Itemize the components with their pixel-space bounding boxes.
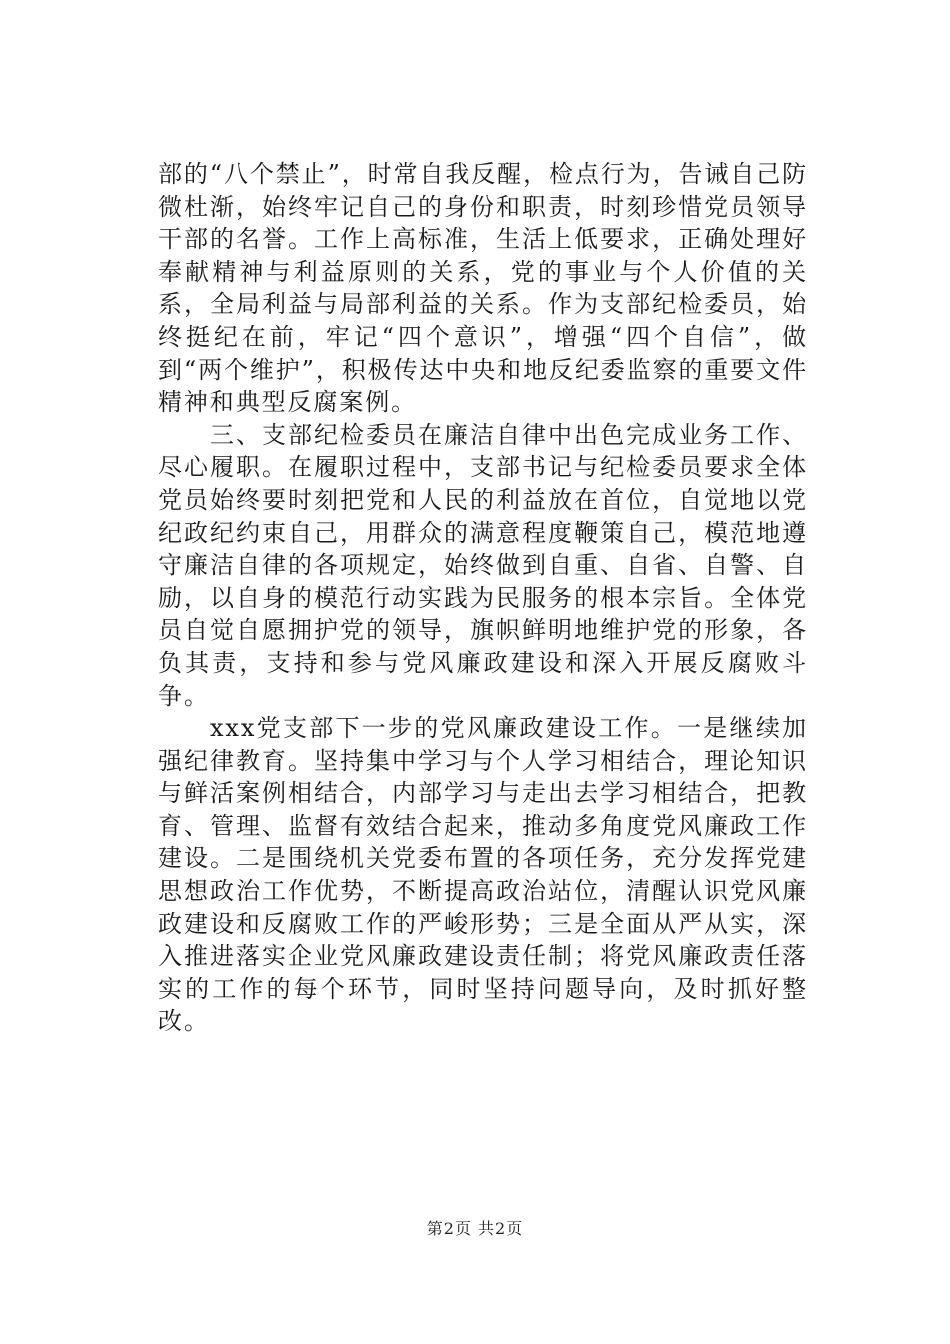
paragraph-2: 三、支部纪检委员在廉洁自律中出色完成业务工作、尽心履职。在履职过程中，支部书记与纪检委员要求全体党员始终要时刻把党和人民的利益放在首位，自觉地以党纪政纪约束自己，用群众的满意程度鞭策自己，模范地遵守廉洁自律的各项规定，始终做到自重、自省、自警、自励，以自身的模范行动实践为民服务的根本宗旨。全体党员自觉自愿拥护党的领导，旗帜鲜明地维护党的形象，各负其责，支持和参与党风廉政建设和深入开展反腐败斗争。 bbox=[158, 420, 808, 710]
page-number-footer: 第2页 共2页 bbox=[426, 1219, 524, 1238]
document-body bbox=[158, 158, 808, 1038]
paragraph-3: xxx党支部下一步的党风廉政建设工作。一是继续加强纪律教育。坚持集中学习与个人学习相结合，理论知识与鲜活案例相结合，内部学习与走出去学习相结合，把教育、管理、监督有效结合起来，推动多角度党风廉政工作建设。二是围绕机关党委布置的各项任务，充分发挥党建思想政治工作优势，不断提高政治站位，清醒认识党风廉政建设和反腐败工作的严峻形势；三是全面从严从实，深入推进落实企业党风廉政建设责任制；将党风廉政责任落实的工作的每个环节，同时坚持问题导向，及时抓好整改。 bbox=[158, 714, 808, 1036]
paragraph-1: 部的“八个禁止”，时常自我反醒，检点行为，告诫自己防微杜渐，始终牢记自己的身份和职责，时刻珍惜党员领导干部的名誉。工作上高标准，生活上低要求，正确处理好奉献精神与利益原则的关系，党的事业与个人价值的关系，全局利益与局部利益的关系。作为支部纪检委员，始终挺纪在前，牢记“四个意识”，增强“四个自信”，做到“两个维护”，积极传达中央和地反纪委监察的重要文件精神和典型反腐案例。 bbox=[158, 160, 808, 417]
